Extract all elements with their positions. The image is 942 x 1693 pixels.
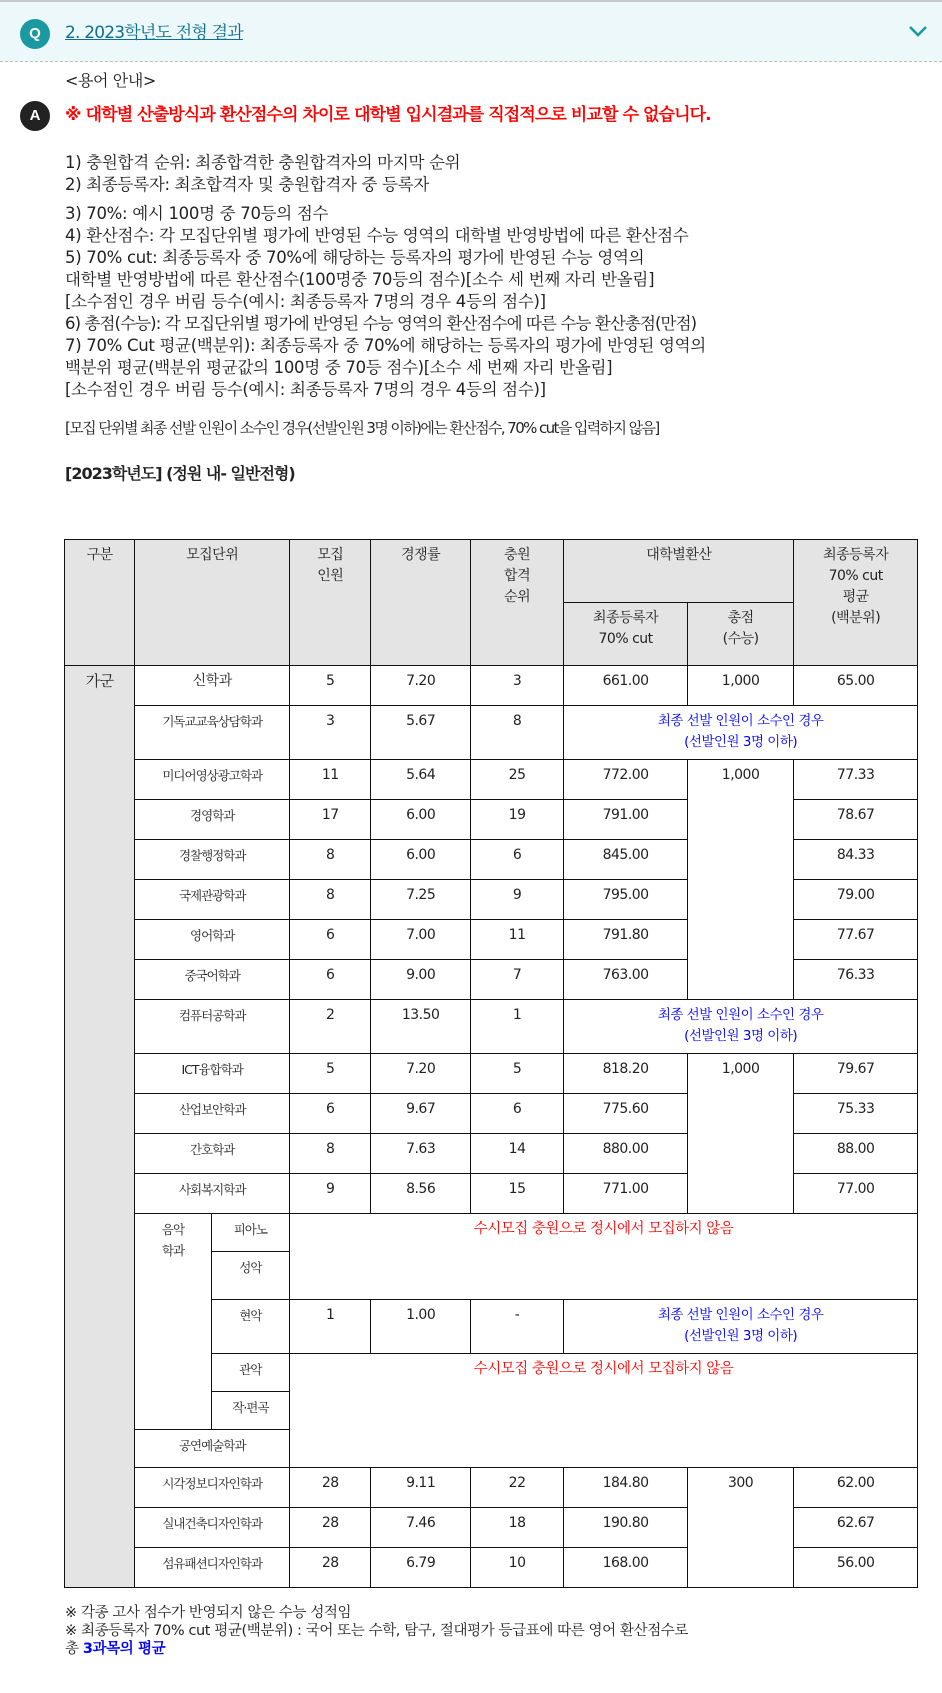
table-row: 가군 신학과 5 7.20 3 661.00 1,000 65.00 — [65, 666, 918, 706]
table-row: 경영학과 17 6.00 19 791.00 78.67 — [65, 800, 918, 840]
table-row: 미디어영상광고학과 11 5.64 25 772.00 1,000 77.33 — [65, 760, 918, 800]
music-dept-cell: 음악 학과 — [135, 1214, 211, 1430]
header-unit: 모집단위 — [135, 540, 290, 666]
small-enrollment-cell: 최종 선발 인원이 소수인 경우 (선발인원 3명 이하) — [564, 1000, 918, 1054]
header-percentile: 최종등록자 70% cut 평균 (백분위) — [794, 540, 918, 666]
group-cell: 가군 — [65, 666, 135, 1588]
definition-5-cont2: [소수점인 경우 버림 등수(예시: 최종등록자 7명의 경우 4등의 점수)] — [65, 292, 546, 311]
table-row: 관악 수시모집 충원으로 정시에서 모집하지 않음 — [65, 1354, 918, 1392]
table-row: 간호학과 8 7.63 14 880.00 88.00 — [65, 1134, 918, 1174]
definition-3: 3) 70%: 예시 100명 중 70등의 점수 — [65, 204, 329, 223]
footnote-3: 총 3과목의 평균 — [65, 1641, 166, 1657]
table-row: 작·편곡 — [65, 1392, 918, 1430]
header-cut: 최종등록자 70% cut — [564, 603, 688, 666]
header-total: 총점 (수능) — [687, 603, 793, 666]
definition-7-cont2: [소수점인 경우 버림 등수(예시: 최종등록자 7명의 경우 4등의 점수)] — [65, 380, 546, 399]
definition-4: 4) 환산점수: 각 모집단위별 평가에 반영된 수능 영역의 대학별 반영방법에 따른 환산점수 — [65, 226, 689, 245]
small-enrollment-cell: 최종 선발 인원이 소수인 경우 (선발인원 3명 이하) — [564, 706, 918, 760]
definition-2: 2) 최종등록자: 최초합격자 및 충원합격자 중 등록자 — [65, 175, 430, 194]
section-title: [2023학년도] (정원 내- 일반전형) — [65, 464, 295, 483]
table-row: 국제관광학과 8 7.25 9 795.00 79.00 — [65, 880, 918, 920]
small-enrollment-note: [모집 단위별 최종 선발 인원이 소수인 경우(선발인원 3명 이하)에는 환산점수, 70% cut을 입력하지 않음] — [65, 419, 659, 437]
question-header[interactable] — [0, 0, 942, 62]
definition-5-cont: 대학별 반영방법에 따른 환산점수(100명중 70등의 점수)[소수 세 번째 자리 반올림] — [65, 270, 655, 289]
footnote-2: ※ 최종등록자 70% cut 평균(백분위) : 국어 또는 수학, 탐구, 절대평가 등급표에 따른 영어 환산점수로 — [65, 1623, 689, 1639]
table-row: ICT융합학과 5 7.20 5 818.20 1,000 79.67 — [65, 1054, 918, 1094]
not-recruited-cell: 수시모집 충원으로 정시에서 모집하지 않음 — [290, 1214, 918, 1300]
definition-1: 1) 충원합격 순위: 최종합격한 충원합격자의 마지막 순위 — [65, 153, 461, 172]
table-row: 사회복지학과 9 8.56 15 771.00 77.00 — [65, 1174, 918, 1214]
table-row: 섬유패션디자인학과 28 6.79 10 168.00 56.00 — [65, 1548, 918, 1588]
definition-6: 6) 총점(수능): 각 모집단위별 평가에 반영된 수능 영역의 환산점수에 따른 수능 환산총점(만점) — [65, 314, 697, 333]
definition-5: 5) 70% cut: 최종등록자 중 70%에 해당하는 등록자의 평가에 반영된 수능 영역의 — [65, 248, 645, 267]
header-conversion: 대학별환산 — [564, 540, 794, 603]
definition-7: 7) 70% Cut 평균(백분위): 최종등록자 중 70%에 해당하는 등록자의 평가에 반영된 영역의 — [65, 336, 706, 355]
table-row: 중국어학과 6 9.00 7 763.00 76.33 — [65, 960, 918, 1000]
question-title-link[interactable]: 2. 2023학년도 전형 결과 — [65, 23, 243, 43]
table-row: 성악 — [65, 1252, 918, 1300]
results-table — [64, 539, 918, 1588]
table-row: 기독교교육상담학과 3 5.67 8 최종 선발 인원이 소수인 경우 (선발인원 3명 이하) — [65, 706, 918, 760]
header-gubun: 구분 — [65, 540, 135, 666]
table-row: 현악 1 1.00 - 최종 선발 인원이 소수인 경우 (선발인원 3명 이하) — [65, 1300, 918, 1354]
not-recruited-cell: 수시모집 충원으로 정시에서 모집하지 않음 — [290, 1354, 918, 1468]
question-badge: Q — [20, 19, 50, 49]
table-row: 산업보안학과 6 9.67 6 775.60 75.33 — [65, 1094, 918, 1134]
table-row: 경찰행정학과 8 6.00 6 845.00 84.33 — [65, 840, 918, 880]
table-row: 영어학과 6 7.00 11 791.80 77.67 — [65, 920, 918, 960]
table-row: 공연예술학과 — [65, 1430, 918, 1468]
warning-text: ※ 대학별 산출방식과 환산점수의 차이로 대학별 입시결과를 직접적으로 비교할 수 없습니다. — [65, 105, 711, 125]
header-quota: 모집 인원 — [290, 540, 371, 666]
answer-badge: A — [20, 101, 50, 131]
table-row: 음악 학과 피아노 수시모집 충원으로 정시에서 모집하지 않음 — [65, 1214, 918, 1252]
definition-7-cont: 백분위 평균(백분위 평균값의 100명 중 70등 점수)[소수 세 번째 자리 반올림] — [65, 358, 613, 377]
header-waitlist-rank: 충원 합격 순위 — [470, 540, 563, 666]
chevron-down-icon[interactable] — [908, 24, 928, 38]
table-row: 컴퓨터공학과 2 13.50 1 최종 선발 인원이 소수인 경우 (선발인원 3명 이하) — [65, 1000, 918, 1054]
small-enrollment-cell: 최종 선발 인원이 소수인 경우 (선발인원 3명 이하) — [564, 1300, 918, 1354]
header-competition: 경쟁률 — [371, 540, 470, 666]
table-row: 시각정보디자인학과 28 9.11 22 184.80 300 62.00 — [65, 1468, 918, 1508]
table-row: 실내건축디자인학과 28 7.46 18 190.80 62.67 — [65, 1508, 918, 1548]
guide-heading: <용어 안내> — [65, 71, 156, 90]
footnote-1: ※ 각종 고사 점수가 반영되지 않은 수능 성적임 — [65, 1605, 352, 1621]
